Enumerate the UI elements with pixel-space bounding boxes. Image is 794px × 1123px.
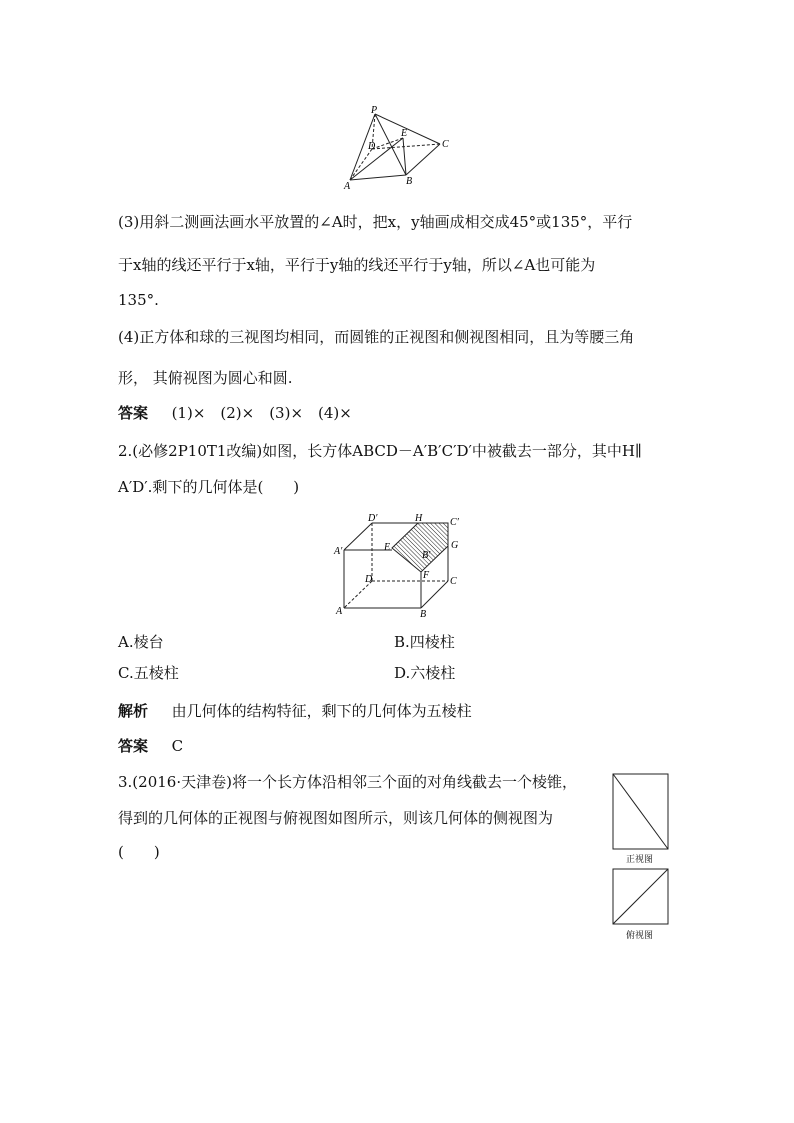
- p4-line2: 形， 其俯视图为圆心和圆.: [118, 369, 293, 387]
- answer2: [118, 736, 183, 756]
- answer1: [118, 403, 352, 423]
- top-view-caption: 俯视图: [626, 931, 654, 941]
- label-E: E: [401, 128, 408, 139]
- option-d: D.六棱柱: [394, 664, 456, 682]
- label-H: H: [415, 513, 423, 524]
- label-Bprime: B′: [422, 550, 431, 561]
- answer1-text: (1)× (2)× (3)× (4)×: [171, 404, 352, 422]
- label-P: P: [371, 105, 378, 116]
- cuboid-figure: [332, 510, 467, 620]
- analysis: [118, 701, 472, 721]
- analysis-text: 由几何体的结构特征，剩下的几何体为五棱柱: [171, 702, 472, 720]
- label-B: B: [406, 176, 413, 187]
- label-D: D: [365, 574, 373, 585]
- pyramid-figure: [336, 104, 456, 194]
- label-D: D: [368, 141, 376, 152]
- option-b: B.四棱柱: [394, 633, 455, 651]
- q3-line2: 得到的几何体的正视图与俯视图如图所示，则该几何体的侧视图为: [118, 809, 554, 827]
- p3-line1: (3)用斜二测画法画水平放置的∠A时，把x，y轴画成相交成45°或135°，平行: [118, 213, 633, 231]
- answer2-text: C: [171, 737, 184, 755]
- front-view-figure: [612, 773, 670, 851]
- label-Dprime: D′: [368, 513, 378, 524]
- option-c: C.五棱柱: [118, 664, 179, 682]
- p3-line3: 135°.: [118, 291, 159, 309]
- label-C: C: [442, 139, 449, 150]
- top-view-figure: [612, 868, 670, 926]
- q2-line2: A′D′.剩下的几何体是( ): [118, 478, 300, 496]
- p3-line2: 于x轴的线还平行于x轴，平行于y轴的线还平行于y轴，所以∠A也可能为: [118, 256, 596, 274]
- answer1-label: 答案: [118, 404, 149, 422]
- p4-line1: (4)正方体和球的三视图均相同，而圆锥的正视图和侧视图相同，且为等腰三角: [118, 328, 635, 346]
- q2-line1: 2.(必修2P10T1改编)如图，长方体ABCD－A′B′C′D′中被截去一部分，其中H∥: [118, 442, 642, 460]
- label-C: C: [450, 576, 457, 587]
- label-A: A: [336, 606, 343, 617]
- label-A: A: [344, 181, 351, 192]
- label-G: G: [451, 540, 459, 551]
- label-F: F: [423, 570, 430, 581]
- label-E: E: [384, 542, 391, 553]
- option-a: A.棱台: [118, 633, 164, 651]
- label-Cprime: C′: [450, 517, 459, 528]
- q3-line1: 3.(2016·天津卷)将一个长方体沿相邻三个面的对角线截去一个棱锥，: [118, 773, 577, 791]
- label-Aprime: A′: [334, 546, 343, 557]
- front-view-caption: 正视图: [626, 855, 654, 865]
- q3-line3: ( ): [118, 843, 160, 861]
- analysis-label: 解析: [118, 702, 149, 720]
- label-B: B: [420, 609, 427, 620]
- answer2-label: 答案: [118, 737, 149, 755]
